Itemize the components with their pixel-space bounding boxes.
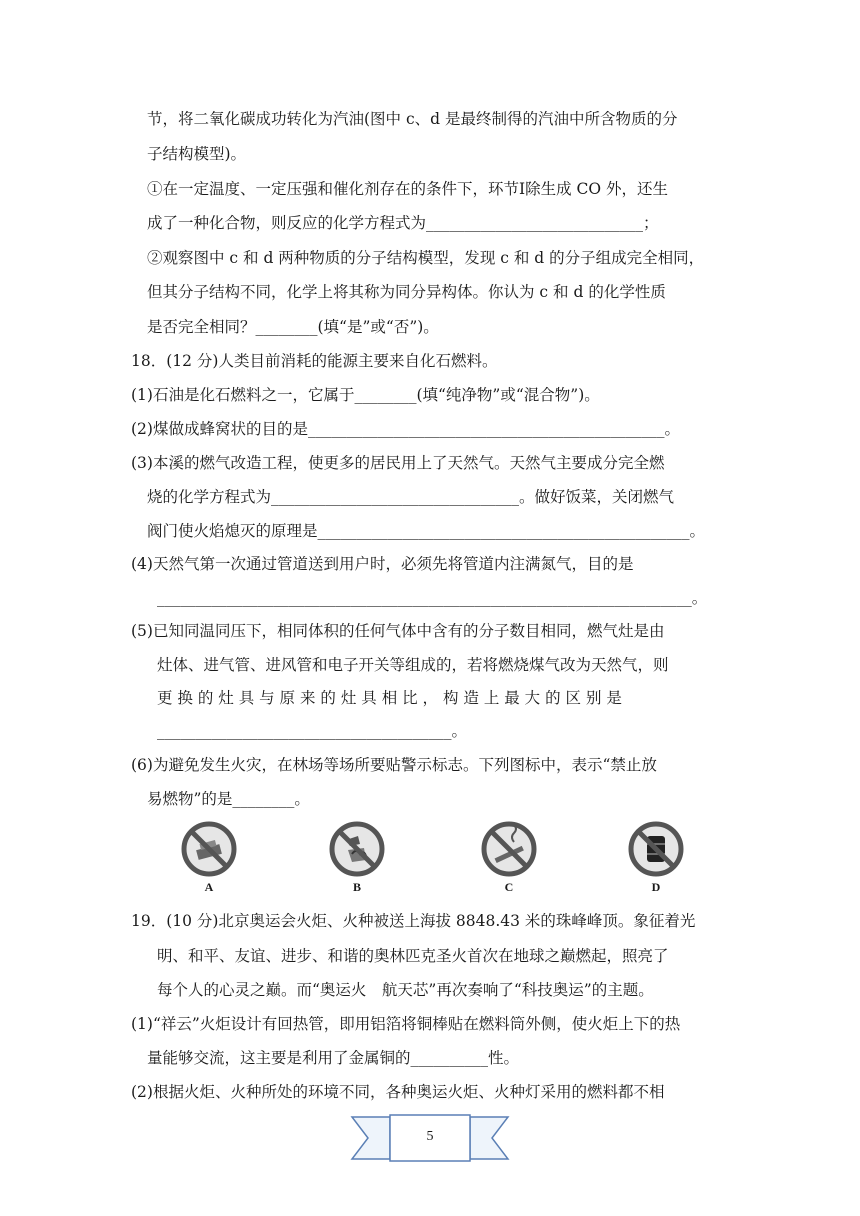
text-line: 是否完全相同？________(填“是”或“否”)。	[147, 318, 439, 336]
text-line: 易燃物”的是________。	[147, 790, 310, 808]
page-number: 5	[426, 1129, 434, 1144]
text-line: ①在一定温度、一定压强和催化剂存在的条件下，环节Ⅰ除生成 CO 外，还生	[147, 180, 669, 198]
warning-icons-row	[0, 820, 860, 900]
text-line: 节，将二氧化碳成功转化为汽油(图中 c、d 是最终制得的汽油中所含物质的分	[147, 110, 678, 128]
text-line: 更 换 的 灶 具 与 原 来 的 灶 具 相 比 ， 构 造 上 最 大 的 区 别 是	[157, 689, 622, 707]
text-line: 明、和平、友谊、进步、和谐的奥林匹克圣火首次在地球之巅燃起，照亮了	[157, 947, 669, 965]
text-line: (6)为避免发生火灾，在林场等场所要贴警示标志。下列图标中，表示“禁止放	[131, 756, 657, 774]
text-line: (1)石油是化石燃料之一，它属于________(填“纯净物”或“混合物”)。	[131, 386, 600, 404]
text-line: 量能够交流，这主要是利用了金属铜的__________性。	[147, 1049, 520, 1067]
text-line: 子结构模型)。	[147, 145, 247, 163]
option-a	[174, 820, 244, 895]
option-label: A	[204, 880, 214, 894]
text-line: 烧的化学方程式为________________________________。做好饭菜，关闭燃气	[147, 488, 675, 506]
text-line: (5)已知同温同压下，相同体积的任何气体中含有的分子数目相同，燃气灶是由	[131, 622, 665, 640]
text-line: ②观察图中 c 和 d 两种物质的分子结构模型，发现 c 和 d 的分子组成完全相同，	[147, 249, 705, 267]
no-flammable-materials-icon	[328, 820, 386, 878]
option-label: C	[504, 880, 514, 894]
text-line: 每个人的心灵之巅。而“奥运火 航天芯”再次奏响了“科技奥运”的主题。	[157, 981, 654, 999]
no-smoking-icon	[480, 820, 538, 878]
text-line: (4)天然气第一次通过管道送到用户时，必须先将管道内注满氮气，目的是	[131, 555, 634, 573]
text-line: 灶体、进气管、进风管和电子开关等组成的，若将燃烧煤气改为天然气，则	[157, 656, 669, 674]
text-line: _____________________________________________________________________。	[157, 589, 708, 607]
question-heading: 19．(10 分)北京奥运会火炬、火种被送上海拔 8848.43 米的珠峰峰顶。象征着光	[131, 912, 696, 930]
text-line: 阀门使火焰熄灭的原理是________________________________________________。	[147, 522, 706, 540]
no-matches-icon	[180, 820, 238, 878]
text-line: (2)煤做成蜂窝状的目的是______________________________________________。	[131, 420, 680, 438]
option-label: D	[651, 880, 661, 894]
question-heading: 18．(12 分)人类目前消耗的能源主要来自化石燃料。	[131, 352, 498, 370]
text-line: ______________________________________。	[157, 722, 468, 740]
option-b	[322, 820, 392, 895]
option-label: B	[352, 880, 361, 894]
text-line: (1)“祥云”火炬设计有回热管，即用铝箔将铜棒贴在燃料筒外侧，使火炬上下的热	[131, 1015, 681, 1033]
text-line: 成了一种化合物，则反应的化学方程式为____________________________；	[147, 214, 659, 232]
text-line: 但其分子结构不同，化学上将其称为同分异构体。你认为 c 和 d 的化学性质	[147, 283, 666, 301]
no-fuel-barrel-icon	[627, 820, 685, 878]
option-c	[474, 820, 544, 895]
text-line: (3)本溪的燃气改造工程，使更多的居民用上了天然气。天然气主要成分完全燃	[131, 454, 665, 472]
text-line: (2)根据火炬、火种所处的环境不同，各种奥运火炬、火种灯采用的燃料都不相	[131, 1083, 665, 1101]
page-footer	[350, 1113, 510, 1163]
option-d	[621, 820, 691, 895]
